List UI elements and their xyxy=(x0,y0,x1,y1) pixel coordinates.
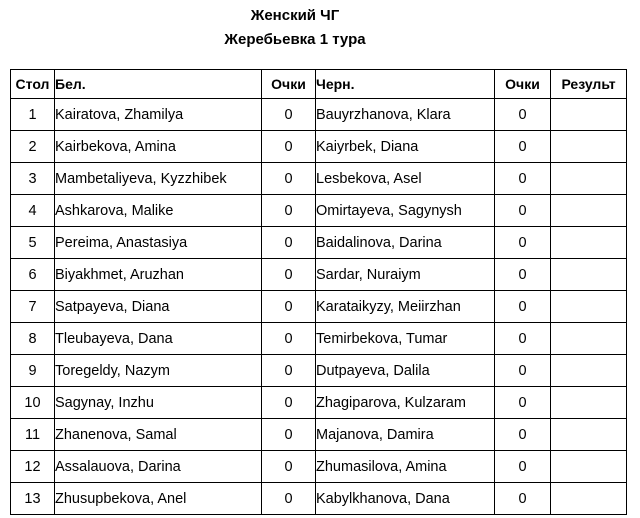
black-points-cell: 0 xyxy=(495,291,551,323)
black-player-cell: Kaiyrbek, Diana xyxy=(316,131,495,163)
black-points-cell: 0 xyxy=(495,163,551,195)
white-points-cell: 0 xyxy=(262,163,316,195)
black-player-cell: Lesbekova, Asel xyxy=(316,163,495,195)
column-header-white: Бел. xyxy=(55,70,262,99)
black-player-cell: Zhumasilova, Amina xyxy=(316,451,495,483)
white-points-cell: 0 xyxy=(262,387,316,419)
white-player-cell: Mambetaliyeva, Kyzzhibek xyxy=(55,163,262,195)
white-points-cell: 0 xyxy=(262,355,316,387)
result-cell xyxy=(551,131,627,163)
black-player-cell: Bauyrzhanova, Klara xyxy=(316,99,495,131)
column-header-black: Черн. xyxy=(316,70,495,99)
black-player-cell: Baidalinova, Darina xyxy=(316,227,495,259)
black-points-cell: 0 xyxy=(495,131,551,163)
table-header-row xyxy=(11,70,627,99)
white-player-cell: Zhanenova, Samal xyxy=(55,419,262,451)
column-header-white-points: Очки xyxy=(262,70,316,99)
table-row xyxy=(11,259,627,291)
board-number-cell: 10 xyxy=(11,387,55,419)
white-points-cell: 0 xyxy=(262,131,316,163)
white-player-cell: Satpayeva, Diana xyxy=(55,291,262,323)
board-number-cell: 6 xyxy=(11,259,55,291)
white-player-cell: Kairbekova, Amina xyxy=(55,131,262,163)
result-cell xyxy=(551,451,627,483)
black-player-cell: Karataikyzy, Meiirzhan xyxy=(316,291,495,323)
black-points-cell: 0 xyxy=(495,419,551,451)
white-player-cell: Toregeldy, Nazym xyxy=(55,355,262,387)
table-body xyxy=(11,99,627,515)
black-points-cell: 0 xyxy=(495,355,551,387)
white-points-cell: 0 xyxy=(262,195,316,227)
result-cell xyxy=(551,227,627,259)
white-player-cell: Kairatova, Zhamilya xyxy=(55,99,262,131)
white-points-cell: 0 xyxy=(262,323,316,355)
result-cell xyxy=(551,355,627,387)
result-cell xyxy=(551,195,627,227)
pairings-table xyxy=(10,69,627,515)
black-points-cell: 0 xyxy=(495,323,551,355)
table-row xyxy=(11,387,627,419)
board-number-cell: 1 xyxy=(11,99,55,131)
white-points-cell: 0 xyxy=(262,419,316,451)
black-player-cell: Zhagiparova, Kulzaram xyxy=(316,387,495,419)
table-row xyxy=(11,163,627,195)
column-header-board: Стол xyxy=(11,70,55,99)
board-number-cell: 8 xyxy=(11,323,55,355)
page-subtitle: Жеребьевка 1 тура xyxy=(224,31,366,48)
table-row xyxy=(11,195,627,227)
page-title: Женский ЧГ xyxy=(250,7,340,24)
black-player-cell: Omirtayeva, Sagynysh xyxy=(316,195,495,227)
table-row xyxy=(11,483,627,515)
black-player-cell: Dutpayeva, Dalila xyxy=(316,355,495,387)
white-points-cell: 0 xyxy=(262,451,316,483)
table-row xyxy=(11,131,627,163)
table-row xyxy=(11,99,627,131)
white-player-cell: Biyakhmet, Aruzhan xyxy=(55,259,262,291)
table-row xyxy=(11,419,627,451)
board-number-cell: 5 xyxy=(11,227,55,259)
table-row xyxy=(11,355,627,387)
black-points-cell: 0 xyxy=(495,227,551,259)
black-points-cell: 0 xyxy=(495,195,551,227)
black-points-cell: 0 xyxy=(495,451,551,483)
white-points-cell: 0 xyxy=(262,483,316,515)
white-points-cell: 0 xyxy=(262,259,316,291)
white-points-cell: 0 xyxy=(262,291,316,323)
black-player-cell: Majanova, Damira xyxy=(316,419,495,451)
result-cell xyxy=(551,323,627,355)
black-player-cell: Temirbekova, Tumar xyxy=(316,323,495,355)
result-cell xyxy=(551,99,627,131)
board-number-cell: 12 xyxy=(11,451,55,483)
white-player-cell: Tleubayeva, Dana xyxy=(55,323,262,355)
table-row xyxy=(11,291,627,323)
white-player-cell: Assalauova, Darina xyxy=(55,451,262,483)
table-row xyxy=(11,323,627,355)
board-number-cell: 4 xyxy=(11,195,55,227)
table-row xyxy=(11,227,627,259)
white-player-cell: Pereima, Anastasiya xyxy=(55,227,262,259)
white-points-cell: 0 xyxy=(262,99,316,131)
black-points-cell: 0 xyxy=(495,99,551,131)
column-header-black-points: Очки xyxy=(495,70,551,99)
black-points-cell: 0 xyxy=(495,259,551,291)
white-player-cell: Sagynay, Inzhu xyxy=(55,387,262,419)
result-cell xyxy=(551,163,627,195)
black-player-cell: Kabylkhanova, Dana xyxy=(316,483,495,515)
result-cell xyxy=(551,483,627,515)
result-cell xyxy=(551,419,627,451)
white-player-cell: Ashkarova, Malike xyxy=(55,195,262,227)
black-points-cell: 0 xyxy=(495,387,551,419)
white-player-cell: Zhusupbekova, Anel xyxy=(55,483,262,515)
board-number-cell: 11 xyxy=(11,419,55,451)
result-cell xyxy=(551,387,627,419)
result-cell xyxy=(551,291,627,323)
board-number-cell: 9 xyxy=(11,355,55,387)
board-number-cell: 7 xyxy=(11,291,55,323)
black-points-cell: 0 xyxy=(495,483,551,515)
result-cell xyxy=(551,259,627,291)
black-player-cell: Sardar, Nuraiym xyxy=(316,259,495,291)
white-points-cell: 0 xyxy=(262,227,316,259)
board-number-cell: 13 xyxy=(11,483,55,515)
column-header-result: Результ xyxy=(551,70,627,99)
table-row xyxy=(11,451,627,483)
board-number-cell: 3 xyxy=(11,163,55,195)
board-number-cell: 2 xyxy=(11,131,55,163)
